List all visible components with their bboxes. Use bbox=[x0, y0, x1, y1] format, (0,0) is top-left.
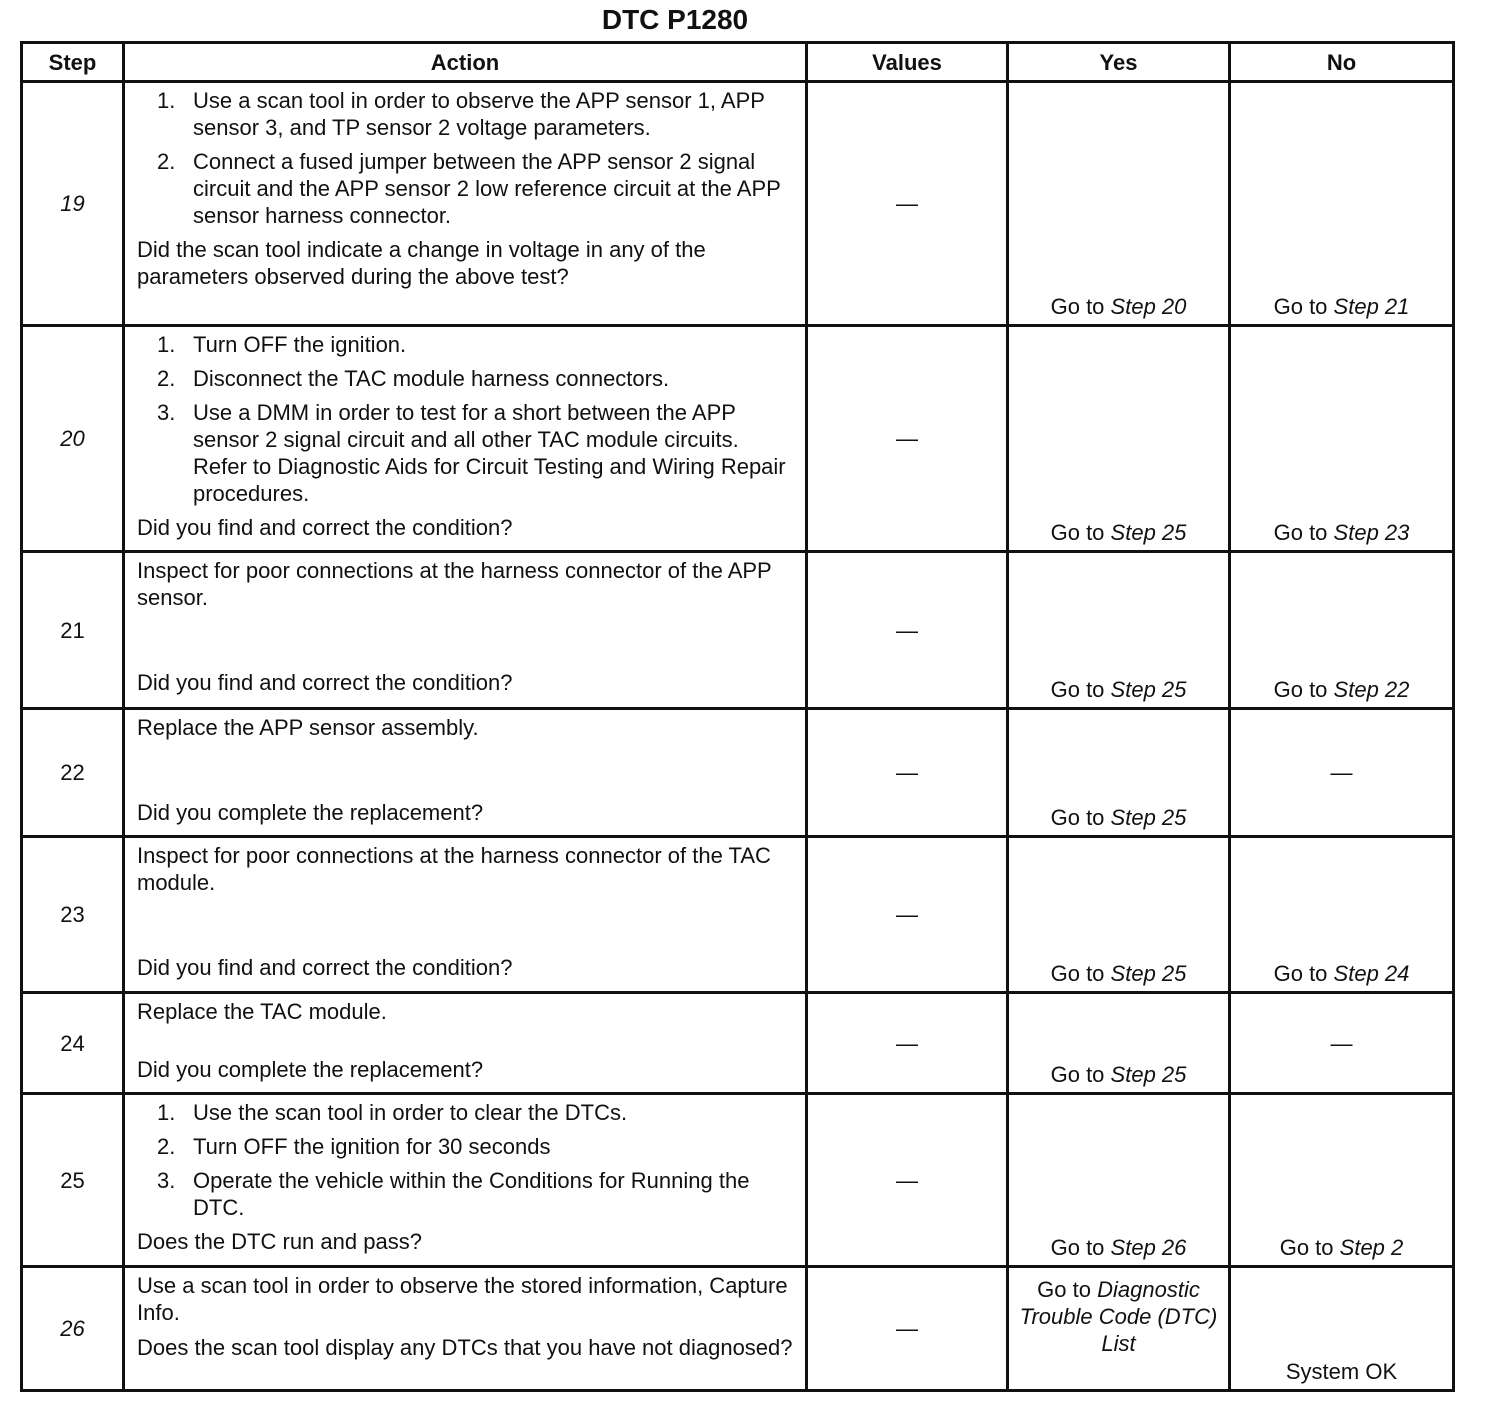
action-question: Does the DTC run and pass? bbox=[137, 1229, 422, 1254]
header-step: Step bbox=[22, 43, 124, 82]
table-row bbox=[22, 1094, 1454, 1267]
value-cell: — bbox=[807, 82, 1008, 326]
yes-step-ref: Step 25 bbox=[1110, 520, 1187, 545]
no-cell: Go to Step 22 bbox=[1230, 552, 1454, 709]
no-cell: — bbox=[1230, 993, 1454, 1094]
list-item: 2. Connect a fused jumper between the APP sensor 2 signal circuit and the APP sensor 2 low reference circuit at the APP sensor harness connector. bbox=[157, 149, 781, 228]
yes-cell: Go to Step 25 bbox=[1008, 837, 1230, 993]
yes-cell: Go to Step 25 bbox=[1008, 709, 1230, 837]
action-text: Replace the APP sensor assembly. bbox=[137, 715, 479, 740]
no-cell: Go to Step 2 bbox=[1230, 1094, 1454, 1267]
yes-step-ref: Step 25 bbox=[1110, 1062, 1187, 1087]
step-number: 25 bbox=[22, 1094, 124, 1267]
list-item: 1. Use a scan tool in order to observe the APP sensor 1, APP sensor 3, and TP sensor 2 voltage parameters. bbox=[157, 88, 765, 140]
yes-step-ref: Step 25 bbox=[1110, 805, 1187, 830]
action-steps bbox=[137, 331, 797, 507]
action-cell bbox=[124, 82, 807, 326]
action-text: Use a scan tool in order to observe the stored information, Capture Info. bbox=[137, 1273, 788, 1325]
yes-step-ref: Step 25 bbox=[1110, 961, 1187, 986]
step-number: 24 bbox=[22, 993, 124, 1094]
header-values: Values bbox=[807, 43, 1008, 82]
step-number: 20 bbox=[22, 326, 124, 552]
table-row bbox=[22, 709, 1454, 837]
yes-cell: Go to Step 26 bbox=[1008, 1094, 1230, 1267]
value-cell: — bbox=[807, 1267, 1008, 1391]
action-text: Replace the TAC module. bbox=[137, 999, 387, 1024]
yes-step-ref: Step 25 bbox=[1110, 677, 1187, 702]
action-question: Did you find and correct the condition? bbox=[137, 515, 513, 540]
action-text: Inspect for poor connections at the harness connector of the TAC module. bbox=[137, 843, 771, 895]
document-title: DTC P1280 bbox=[601, 4, 749, 35]
action-question: Did you complete the replacement? bbox=[137, 800, 484, 825]
list-item: 3. Use a DMM in order to test for a short between the APP sensor 2 signal circuit and all other TAC module circuits. Refer to Diagnostic Aids for Circuit Testing and Wiring Repair procedures. bbox=[157, 400, 786, 506]
no-cell: Go to Step 24 bbox=[1230, 837, 1454, 993]
value-cell: — bbox=[807, 1094, 1008, 1267]
no-step-ref: Step 23 bbox=[1333, 520, 1410, 545]
action-cell bbox=[124, 1267, 807, 1391]
yes-cell: Go to Step 25 bbox=[1008, 993, 1230, 1094]
table-row bbox=[22, 326, 1454, 552]
header-row bbox=[22, 43, 1454, 82]
action-text: Inspect for poor connections at the harness connector of the APP sensor. bbox=[137, 558, 772, 610]
yes-step-ref: Step 26 bbox=[1110, 1235, 1187, 1260]
value-cell: — bbox=[807, 709, 1008, 837]
no-cell: System OK bbox=[1230, 1267, 1454, 1391]
yes-cell: Go to Step 20 bbox=[1008, 82, 1230, 326]
action-cell bbox=[124, 993, 807, 1094]
action-cell bbox=[124, 326, 807, 552]
action-steps bbox=[137, 87, 797, 229]
list-item: 2. Turn OFF the ignition for 30 seconds bbox=[157, 1134, 551, 1159]
table-row bbox=[22, 837, 1454, 993]
yes-step-ref: Diagnostic Trouble Code (DTC) List bbox=[1019, 1277, 1218, 1356]
yes-step-ref: Step 20 bbox=[1110, 294, 1187, 319]
value-cell: — bbox=[807, 326, 1008, 552]
header-yes: Yes bbox=[1008, 43, 1230, 82]
diagnostic-table bbox=[20, 41, 1455, 1392]
action-cell bbox=[124, 837, 807, 993]
step-number: 22 bbox=[22, 709, 124, 837]
list-item: 3. Operate the vehicle within the Conditions for Running the DTC. bbox=[157, 1168, 750, 1220]
value-cell: — bbox=[807, 552, 1008, 709]
no-step-ref: Step 21 bbox=[1333, 294, 1410, 319]
step-number: 19 bbox=[22, 82, 124, 326]
no-cell: Go to Step 21 bbox=[1230, 82, 1454, 326]
step-number: 21 bbox=[22, 552, 124, 709]
no-step-ref: Step 2 bbox=[1339, 1235, 1404, 1260]
list-item: 2. Disconnect the TAC module harness connectors. bbox=[157, 366, 670, 391]
action-cell bbox=[124, 552, 807, 709]
list-item: 1. Use the scan tool in order to clear the DTCs. bbox=[157, 1100, 628, 1125]
yes-cell: Go to Diagnostic Trouble Code (DTC) List bbox=[1008, 1267, 1230, 1391]
no-step-ref: Step 24 bbox=[1333, 961, 1410, 986]
step-number: 23 bbox=[22, 837, 124, 993]
action-steps bbox=[137, 1099, 797, 1221]
action-question: Did the scan tool indicate a change in voltage in any of the parameters observed during the above test? bbox=[137, 237, 706, 289]
no-step-ref: Step 22 bbox=[1333, 677, 1410, 702]
action-question: Did you complete the replacement? bbox=[137, 1057, 484, 1082]
table-row bbox=[22, 552, 1454, 709]
value-cell: — bbox=[807, 993, 1008, 1094]
yes-cell: Go to Step 25 bbox=[1008, 552, 1230, 709]
action-question: Does the scan tool display any DTCs that you have not diagnosed? bbox=[137, 1335, 793, 1360]
action-question: Did you find and correct the condition? bbox=[137, 955, 513, 980]
no-cell: Go to Step 23 bbox=[1230, 326, 1454, 552]
table-row bbox=[22, 1267, 1454, 1391]
action-cell bbox=[124, 709, 807, 837]
step-number: 26 bbox=[22, 1267, 124, 1391]
list-item: 1. Turn OFF the ignition. bbox=[157, 332, 407, 357]
action-cell bbox=[124, 1094, 807, 1267]
yes-cell: Go to Step 25 bbox=[1008, 326, 1230, 552]
value-cell: — bbox=[807, 837, 1008, 993]
table-row bbox=[22, 993, 1454, 1094]
table-row bbox=[22, 82, 1454, 326]
header-action: Action bbox=[124, 43, 807, 82]
action-question: Did you find and correct the condition? bbox=[137, 670, 513, 695]
header-no: No bbox=[1230, 43, 1454, 82]
no-cell: — bbox=[1230, 709, 1454, 837]
